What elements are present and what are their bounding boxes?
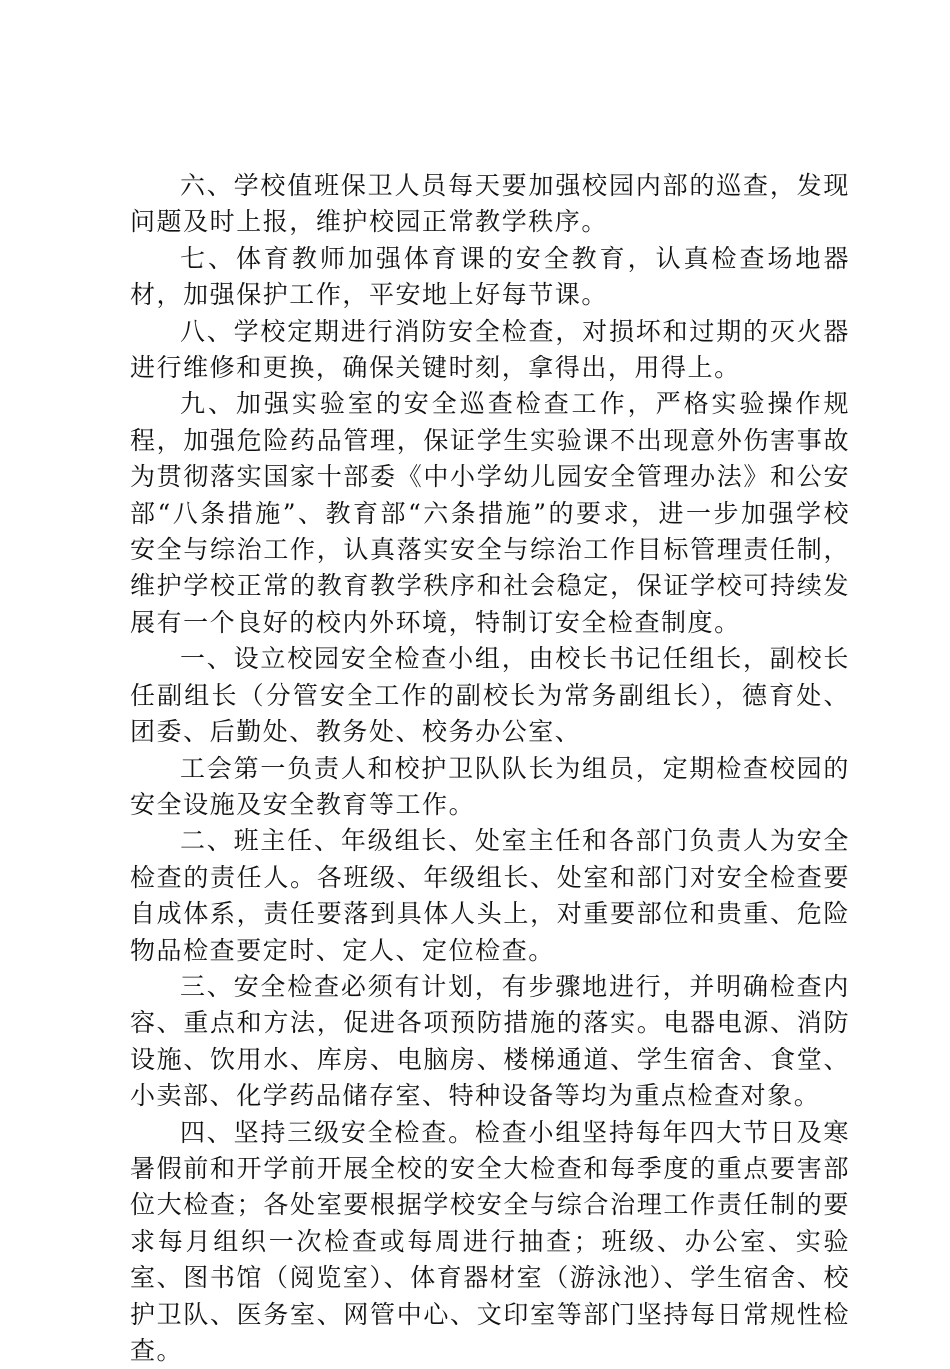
- paragraph-item-9: 九、加强实验室的安全巡查检查工作，严格实验操作规程，加强危险药品管理，保证学生实验课不出现意外伤害事故为贯彻落实国家十部委《中小学幼儿园安全管理办法》和公安部“八条措施”、教育部“六条措施”的要求，进一步加强学校安全与综治工作，认真落实安全与综治工作目标管理责任制，维护学校正常的教育教学秩序和社会稳定，保证学校可持续发展有一个良好的校内外环境，特制订安全检查制度。: [130, 389, 850, 637]
- document-body: [130, 168, 850, 1369]
- paragraph-item-7: 七、体育教师加强体育课的安全教育，认真检查场地器材，加强保护工作，平安地上好每节课。: [130, 243, 850, 310]
- paragraph-item-6: 六、学校值班保卫人员每天要加强校园内部的巡查，发现问题及时上报，维护校园正常教学秩序。: [130, 171, 850, 237]
- paragraph-rule-1-continued: 工会第一负责人和校护卫队队长为组员，定期检查校园的安全设施及安全教育等工作。: [130, 753, 850, 819]
- paragraph-rule-3: 三、安全检查必须有计划，有步骤地进行，并明确检查内容、重点和方法，促进各项预防措施的落实。电器电源、消防设施、饮用水、库房、电脑房、楼梯通道、学生宿舍、食堂、小卖部、化学药品储存室、特种设备等均为重点检查对象。: [130, 971, 850, 1111]
- paragraph-rule-1: 一、设立校园安全检查小组，由校长书记任组长，副校长任副组长（分管安全工作的副校长为常务副组长），德育处、团委、后勤处、教务处、校务办公室、: [130, 644, 850, 747]
- paragraph-rule-4: 四、坚持三级安全检查。检查小组坚持每年四大节日及寒暑假前和开学前开展全校的安全大检查和每季度的重点要害部位大检查；各处室要根据学校安全与综合治理工作责任制的要求每月组织一次检查或每周进行抽查；班级、办公室、实验室、图书馆（阅览室）、体育器材室（游泳池）、学生宿舍、校护卫队、医务室、网管中心、文印室等部门坚持每日常规性检查。: [130, 1117, 850, 1365]
- paragraph-item-8: 八、学校定期进行消防安全检查，对损坏和过期的灭火器进行维修和更换，确保关键时刻，拿得出，用得上。: [130, 316, 850, 383]
- paragraph-rule-2: 二、班主任、年级组长、处室主任和各部门负责人为安全检查的责任人。各班级、年级组长、处室和部门对安全检查要自成体系，责任要落到具体人头上，对重要部位和贵重、危险物品检查要定时、定人、定位检查。: [130, 826, 850, 965]
